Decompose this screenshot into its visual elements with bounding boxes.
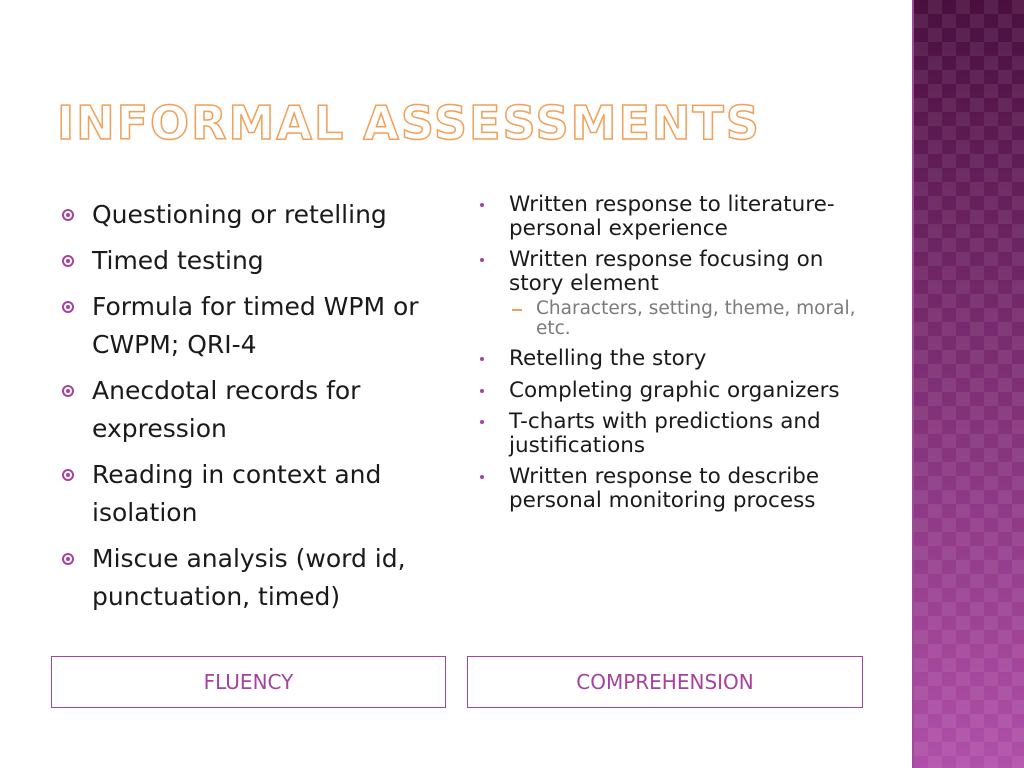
dot-bullet-icon [480, 357, 484, 361]
sub-list-item-text: Characters, setting, theme, moral, etc. [536, 298, 856, 339]
list-item-text: Completing graphic organizers [509, 377, 840, 403]
dot-bullet-icon [480, 420, 484, 424]
list-item-text: Written response focusing on story element [509, 247, 824, 296]
list-item [62, 372, 437, 448]
list-item-text: T-charts with predictions and justifications [509, 409, 821, 458]
dot-bullet-icon [480, 389, 484, 393]
dot-bullet-icon [480, 258, 484, 262]
list-item [62, 288, 437, 364]
radio-bullet-icon [62, 553, 74, 565]
comprehension-label: COMPREHENSION [576, 670, 754, 694]
sub-list-item [509, 299, 878, 339]
comprehension-list [478, 193, 878, 520]
fluency-list [62, 196, 437, 624]
slide-title: INFORMAL ASSESSMENTS [57, 96, 761, 150]
list-item-text: Timed testing [92, 246, 264, 275]
fluency-label-box [51, 656, 446, 708]
dash-bullet-icon [512, 309, 522, 311]
list-item-text: Retelling the story [509, 346, 707, 371]
list-item [478, 248, 878, 339]
list-item-text: Written response to describe personal monitoring process [509, 464, 820, 513]
radio-bullet-icon [62, 301, 74, 313]
list-item [62, 540, 437, 616]
list-item [478, 410, 878, 457]
list-item-text: Questioning or retelling [92, 200, 387, 229]
list-item-text: Miscue analysis (word id, punctuation, timed) [92, 544, 406, 611]
radio-bullet-icon [62, 255, 74, 267]
list-item [478, 193, 878, 240]
dot-bullet-icon [480, 203, 484, 207]
list-item [478, 379, 878, 403]
radio-bullet-icon [62, 385, 74, 397]
comprehension-label-box [467, 656, 863, 708]
dot-bullet-icon [480, 475, 484, 479]
list-item-text: Anecdotal records for expression [92, 376, 361, 443]
list-item-text: Formula for timed WPM or CWPM; QRI-4 [92, 292, 419, 359]
list-item [478, 347, 878, 371]
radio-bullet-icon [62, 469, 74, 481]
sub-list [509, 299, 878, 339]
fluency-label: FLUENCY [203, 670, 294, 694]
list-item-text: Written response to literature- personal experience [509, 192, 835, 241]
radio-bullet-icon [62, 209, 74, 221]
decorative-side-band [912, 0, 1024, 768]
list-item [62, 196, 437, 234]
list-item [62, 456, 437, 532]
list-item [478, 465, 878, 512]
list-item-text: Reading in context and isolation [92, 460, 382, 527]
list-item [62, 242, 437, 280]
